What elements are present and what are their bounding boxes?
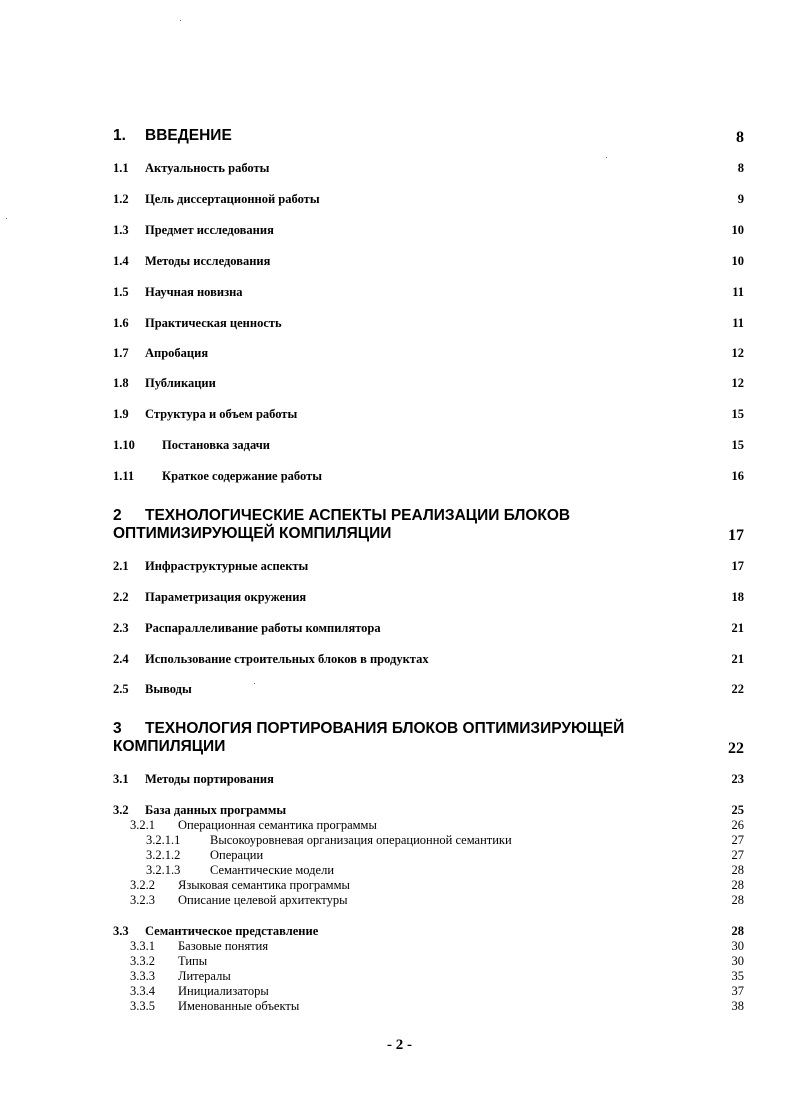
subsection-page: 30 [731,954,744,968]
subsection-title: Базовые понятия [178,939,269,953]
chapter-number: 3 [113,720,122,737]
section-page: 28 [731,924,744,938]
section-title: Методы исследования [145,254,271,268]
section-page: 23 [731,772,744,786]
section-number: 1.9 [113,407,129,421]
section-page: 10 [731,254,744,268]
section-number: 3.3 [113,924,129,938]
subsection-title: Литералы [178,969,231,983]
chapter-title-line-2: ОПТИМИЗИРУЮЩЕЙ КОМПИЛЯЦИИ [113,525,392,542]
subsection-number: 3.3.1 [130,939,155,953]
section-number: 2.3 [113,621,129,635]
subsection-title: Семантические модели [210,863,335,877]
section-page: 15 [731,438,744,452]
section-page: 17 [731,559,744,573]
subsection-title: Операции [210,848,264,862]
section-title: Инфраструктурные аспекты [145,559,309,573]
section-page: 8 [737,161,744,175]
subsection-page: 38 [731,999,744,1013]
subsection-page: 27 [731,833,744,847]
subsection-number: 3.3.3 [130,969,155,983]
chapter-page: 8 [736,129,744,146]
subsection-title: Инициализаторы [178,984,269,998]
subsection-page: 30 [731,939,744,953]
subsection-page: 28 [731,893,744,907]
section-title: Распараллеливание работы компилятора [145,621,381,635]
toc-chapter-3[interactable] [0,720,799,758]
subsection-title: Высокоуровневая организация операционной семантики [210,833,512,847]
subsection-number: 3.2.2 [130,878,155,892]
section-number: 1.10 [113,438,135,452]
page-number-footer: - 2 - [387,1037,412,1053]
section-page: 21 [731,652,744,666]
subsection-number: 3.2.1 [130,818,155,832]
section-page: 15 [731,407,744,421]
section-page: 18 [731,590,744,604]
section-page: 12 [731,376,744,390]
section-title: Цель диссертационной работы [145,192,320,206]
section-page: 12 [731,346,744,360]
section-title: База данных программы [145,803,287,817]
subsection-number: 3.2.1.2 [146,848,181,862]
section-title: Научная новизна [145,285,243,299]
section-title: Предмет исследования [145,223,274,237]
scan-speck [180,20,181,21]
scan-speck [254,683,255,684]
section-title: Актуальность работы [145,161,270,175]
section-page: 16 [731,469,744,483]
chapter-number: 2 [113,507,122,524]
scan-speck [6,218,7,219]
section-page: 10 [731,223,744,237]
section-number: 1.6 [113,316,129,330]
section-page: 9 [737,192,744,206]
chapter-page: 22 [728,740,744,757]
toc-chapter-1[interactable] [0,127,799,147]
section-number: 1.2 [113,192,129,206]
subsection-number: 3.3.4 [130,984,155,998]
section-number: 1.4 [113,254,129,268]
section-number: 1.11 [113,469,135,483]
chapter-page: 17 [728,527,744,544]
section-number: 1.5 [113,285,129,299]
subsection-page: 28 [731,878,744,892]
section-title: Выводы [145,682,192,696]
section-number: 2.2 [113,590,129,604]
subsection-title: Типы [178,954,208,968]
section-number: 2.1 [113,559,129,573]
section-number: 3.2 [113,803,129,817]
section-title: Параметризация окружения [145,590,307,604]
section-title: Структура и объем работы [145,407,298,421]
chapter-number: 1. [113,127,126,144]
section-title: Практическая ценность [145,316,282,330]
section-page: 22 [731,682,744,696]
subsection-page: 35 [731,969,744,983]
section-number: 2.5 [113,682,129,696]
section-title: Постановка задачи [162,438,270,452]
subsection-number: 3.2.1.1 [146,833,181,847]
section-title: Использование строительных блоков в продуктах [145,652,429,666]
subsection-title: Языковая семантика программы [178,878,350,892]
subsection-page: 37 [731,984,744,998]
section-title: Семантическое представление [145,924,319,938]
section-number: 2.4 [113,652,129,666]
subsection-page: 28 [731,863,744,877]
subsection-number: 3.2.3 [130,893,155,907]
section-number: 1.7 [113,346,129,360]
section-page: 21 [731,621,744,635]
subsection-page: 26 [731,818,744,832]
subsection-title: Описание целевой архитектуры [178,893,348,907]
chapter-title-line-2: КОМПИЛЯЦИИ [113,738,226,755]
subsection-number: 3.3.5 [130,999,155,1013]
section-page: 11 [732,316,744,330]
section-title: Краткое содержание работы [162,469,322,483]
scan-speck [606,157,607,158]
section-page: 25 [731,803,744,817]
chapter-title-line-1: ТЕХНОЛОГИЯ ПОРТИРОВАНИЯ БЛОКОВ ОПТИМИЗИРУЮЩЕЙ [145,720,625,737]
section-number: 3.1 [113,772,129,786]
section-number: 1.8 [113,376,129,390]
section-number: 1.3 [113,223,129,237]
chapter-title-line-1: ТЕХНОЛОГИЧЕСКИЕ АСПЕКТЫ РЕАЛИЗАЦИИ БЛОКОВ [145,507,571,524]
section-page: 11 [732,285,744,299]
subsection-title: Именованные объекты [178,999,300,1013]
subsection-number: 3.3.2 [130,954,155,968]
section-title: Публикации [145,376,216,390]
section-number: 1.1 [113,161,129,175]
chapter-title: ВВЕДЕНИЕ [145,127,232,144]
subsection-page: 27 [731,848,744,862]
section-title: Апробация [145,346,209,360]
section-title: Методы портирования [145,772,274,786]
subsection-title: Операционная семантика программы [178,818,377,832]
subsection-number: 3.2.1.3 [146,863,181,877]
toc-chapter-2[interactable] [0,507,799,545]
